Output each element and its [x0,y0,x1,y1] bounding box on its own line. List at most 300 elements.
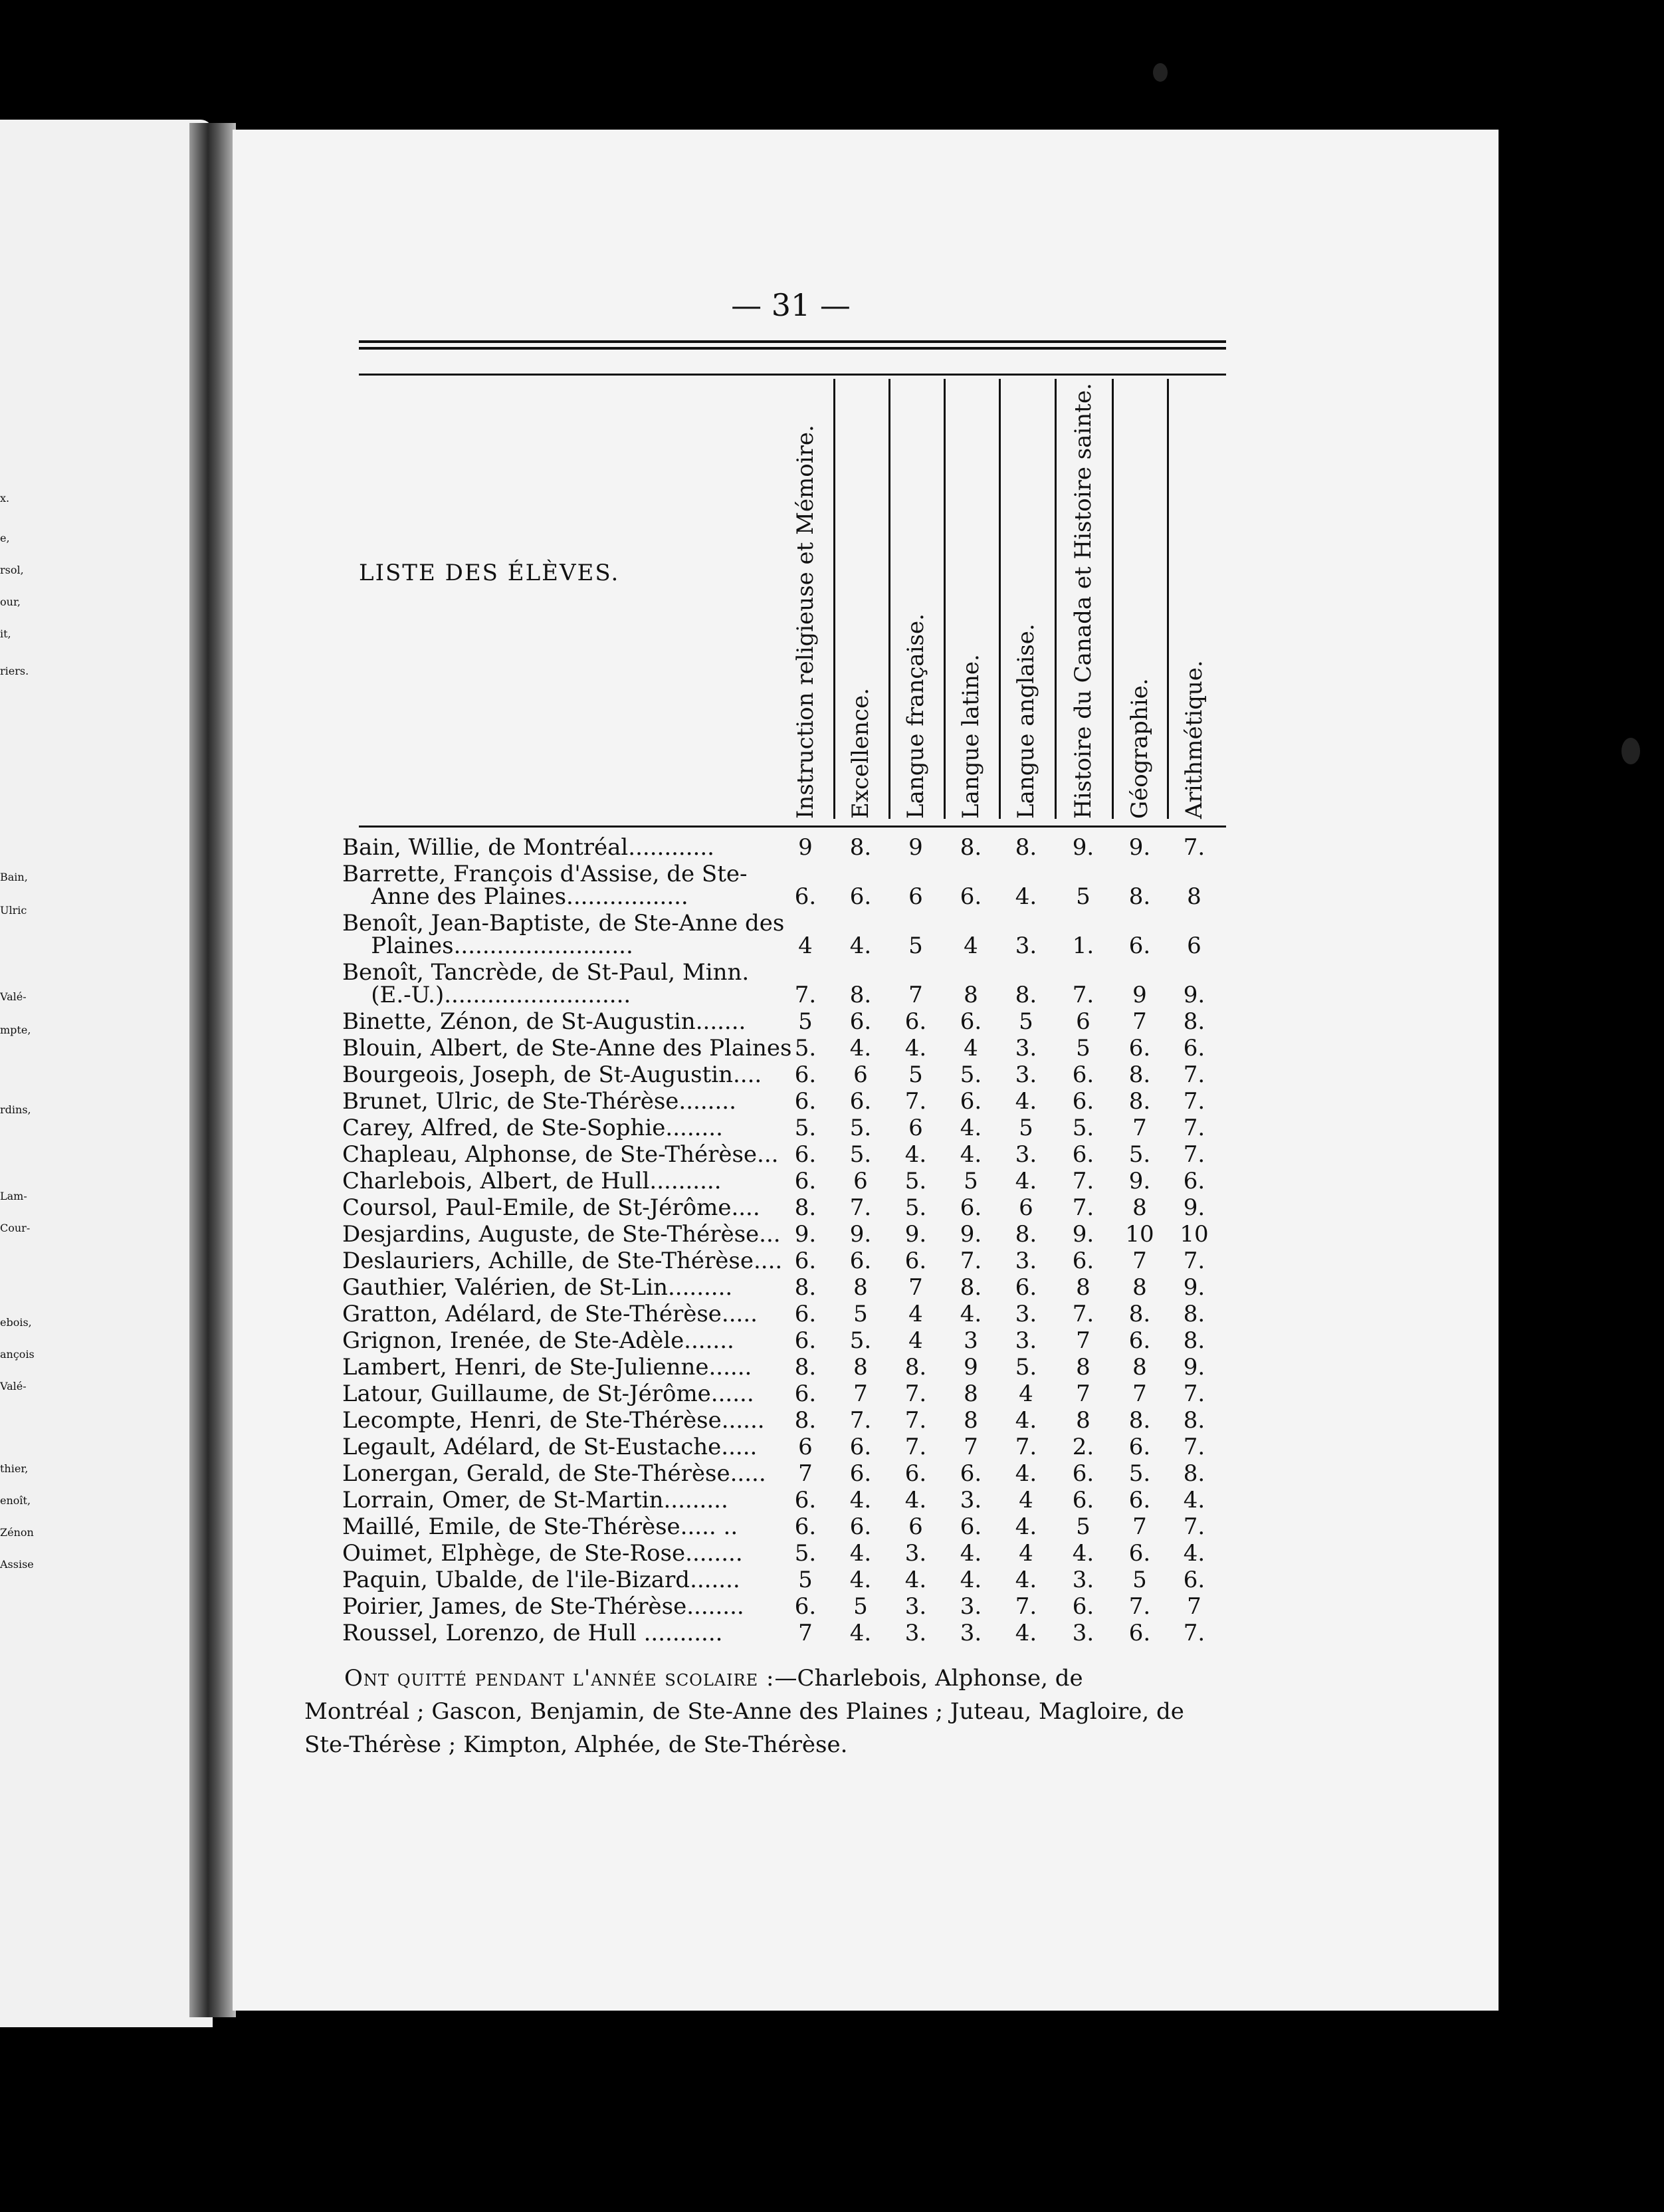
grade-cell: 4. [960,1301,982,1327]
grade-cell: 6 [908,1115,923,1141]
grade-cell: 4. [1015,1620,1037,1646]
table-header-bottom-rule [359,826,1226,828]
student-name: Gauthier, Valérien, de St-Lin......... [342,1274,733,1301]
grade-cell: 5 [1019,1008,1033,1035]
grade-cell: 4. [1015,1513,1037,1540]
grade-cell: 4 [1019,1381,1033,1407]
grade-cell: 9. [794,1221,817,1248]
grade-cell: 3. [1015,933,1037,959]
grade-cell: 5. [904,1168,927,1194]
grade-cell: 6. [960,1194,982,1221]
footnote-lead: Ont quitté pendant l'année scolaire : [344,1665,775,1692]
grade-cell: 3. [960,1487,982,1513]
left-page-fragment: thier, [0,1462,29,1475]
grade-cell: 4. [849,1487,872,1513]
grade-cell: 4 [798,933,813,959]
grade-cell: 6. [960,1088,982,1115]
grade-cell: 6. [1128,1434,1151,1460]
student-name: Lonergan, Gerald, de Ste-Thérèse..... [342,1460,766,1487]
grade-cell: 8. [1183,1301,1205,1327]
grade-cell: 6. [794,1301,817,1327]
column-header: Langue anglaise. [1013,623,1039,819]
grade-cell: 3. [1015,1248,1037,1274]
grade-cell: 3. [1015,1035,1037,1061]
grade-cell: 4. [1072,1540,1094,1567]
grade-cell: 6. [794,1327,817,1354]
header-rule [359,374,1226,376]
grade-cell: 8 [853,1354,868,1381]
grade-cell: 7. [1183,834,1205,861]
left-page-fragment: Valé- [0,1380,27,1392]
grade-cell: 7. [1183,1061,1205,1088]
grade-cell: 7. [904,1088,927,1115]
column-separator [944,379,946,819]
grade-cell: 8 [1076,1354,1091,1381]
grade-cell: 8. [1128,1088,1151,1115]
left-page-fragment: it, [0,627,11,640]
grade-cell: 7. [960,1248,982,1274]
grade-cell: 6. [849,1434,872,1460]
dust-speck [1153,63,1168,82]
grade-cell: 7. [1072,1194,1094,1221]
grade-cell: 6. [1072,1248,1094,1274]
grade-cell: 9. [960,1221,982,1248]
grade-cell: 7 [798,1620,813,1646]
grade-cell: 6. [794,1593,817,1620]
student-name: Blouin, Albert, de Ste-Anne des Plaines [342,1035,792,1061]
left-page-fragment: Assise [0,1558,34,1571]
grade-cell: 6. [960,883,982,910]
grade-cell: 4 [908,1327,923,1354]
grade-cell: 8. [794,1354,817,1381]
student-name: Benoît, Jean-Baptiste, de Ste-Anne des Plaines......................... [342,910,785,959]
left-page-fragment: rdins, [0,1103,31,1116]
grade-cell: 7. [849,1407,872,1434]
grade-cell: 7 [853,1381,868,1407]
grade-cell: 6. [1015,1274,1037,1301]
grade-cell: 3 [964,1327,978,1354]
grade-cell: 5. [849,1327,872,1354]
grade-cell: 6. [1128,933,1151,959]
column-header: Excellence. [847,688,874,819]
grade-cell: 4. [904,1567,927,1593]
grade-cell: 8. [960,1274,982,1301]
grade-cell: 7 [1132,1513,1147,1540]
grade-cell: 6 [1019,1194,1033,1221]
grade-cell: 6. [1072,1061,1094,1088]
grade-cell: 5. [1128,1141,1151,1168]
grade-cell: 4 [1019,1540,1033,1567]
grade-cell: 1. [1072,933,1094,959]
grade-cell: 7. [904,1434,927,1460]
grade-cell: 8. [849,982,872,1008]
student-name: Brunet, Ulric, de Ste-Thérèse........ [342,1088,736,1115]
student-name: Legault, Adélard, de St-Eustache..... [342,1434,758,1460]
grade-cell: 6 [853,1168,868,1194]
grade-cell: 9. [1072,834,1094,861]
grade-cell: 3. [1015,1327,1037,1354]
dust-speck [1621,738,1640,764]
column-separator [888,379,890,819]
grade-cell: 8 [1076,1407,1091,1434]
footnote-text: —Charlebois, Alphonse, de Montréal ; Gascon, Benjamin, de Ste-Anne des Plaines ; Juteau, Magloire, de Ste-Thérèse ; Kimpton, Alphée, de Ste-Thérèse. [304,1665,1184,1758]
student-name: Chapleau, Alphonse, de Ste-Thérèse... [342,1141,779,1168]
grade-cell: 4. [960,1567,982,1593]
grade-cell: 5. [849,1115,872,1141]
grade-cell: 6. [849,1008,872,1035]
grade-cell: 4 [908,1301,923,1327]
grade-cell: 6 [1076,1008,1091,1035]
student-name: Latour, Guillaume, de St-Jérôme...... [342,1381,754,1407]
grade-cell: 4. [904,1487,927,1513]
grade-cell: 6. [794,1513,817,1540]
grade-cell: 4. [1015,1088,1037,1115]
grade-cell: 7. [1183,1434,1205,1460]
grade-cell: 7. [1183,1141,1205,1168]
grade-cell: 8. [1015,982,1037,1008]
grade-cell: 6. [849,1088,872,1115]
grade-cell: 4. [1183,1540,1205,1567]
grade-cell: 8 [1132,1194,1147,1221]
grade-cell: 6. [1128,1540,1151,1567]
left-page-fragment: our, [0,596,21,608]
grade-cell: 5 [1076,1513,1091,1540]
grade-cell: 3. [1072,1567,1094,1593]
grade-cell: 4 [964,1035,978,1061]
grade-cell: 4. [849,933,872,959]
grade-cell: 6. [960,1513,982,1540]
left-page-fragment: ançois [0,1348,35,1361]
grade-cell: 6. [849,883,872,910]
student-name: Binette, Zénon, de St-Augustin....... [342,1008,746,1035]
grade-cell: 6. [1072,1460,1094,1487]
grade-cell: 6. [1072,1487,1094,1513]
student-name: Lorrain, Omer, de St-Martin......... [342,1487,728,1513]
grade-cell: 5. [1128,1460,1151,1487]
grade-cell: 6. [1072,1141,1094,1168]
left-page-fragment: Cour- [0,1222,31,1234]
column-header: Langue française. [902,613,929,819]
grade-cell: 9. [1072,1221,1094,1248]
grade-cell: 8. [1015,834,1037,861]
column-separator [1055,379,1057,819]
student-name: Coursol, Paul-Emile, de St-Jérôme.... [342,1194,760,1221]
left-page-fragment: x. [0,492,10,504]
grade-cell: 7. [1128,1593,1151,1620]
grade-cell: 8. [794,1194,817,1221]
grade-cell: 7 [908,982,923,1008]
grade-cell: 6. [794,1168,817,1194]
grade-cell: 9. [1128,1168,1151,1194]
grade-cell: 8. [794,1407,817,1434]
grade-cell: 4. [849,1620,872,1646]
grade-cell: 4 [964,933,978,959]
grade-cell: 8. [904,1354,927,1381]
student-name: Poirier, James, de Ste-Thérèse........ [342,1593,744,1620]
grade-cell: 7. [1072,982,1094,1008]
grade-cell: 3. [1072,1620,1094,1646]
grade-cell: 6. [849,1460,872,1487]
column-header: Géographie. [1126,678,1153,819]
table-title: LISTE DES ÉLÈVES. [359,560,620,586]
grade-cell: 4. [849,1540,872,1567]
grade-cell: 7 [1132,1248,1147,1274]
left-page-fragment: Bain, [0,871,28,883]
grade-cell: 9. [904,1221,927,1248]
grade-cell: 7 [1187,1593,1201,1620]
grade-cell: 6. [1183,1168,1205,1194]
grade-cell: 5 [853,1301,868,1327]
left-page-fragment: mpte, [0,1024,31,1036]
student-name: Carey, Alfred, de Ste-Sophie........ [342,1115,723,1141]
grade-cell: 7. [1015,1434,1037,1460]
grade-cell: 7 [798,1460,813,1487]
grade-cell: 7. [904,1381,927,1407]
grade-cell: 9 [908,834,923,861]
student-name: Desjardins, Auguste, de Ste-Thérèse... [342,1221,781,1248]
grade-cell: 10 [1180,1221,1209,1248]
grade-cell: 8. [1128,1407,1151,1434]
grade-cell: 6. [904,1248,927,1274]
grade-cell: 8 [964,982,978,1008]
grade-cell: 7 [1132,1115,1147,1141]
grade-cell: 9. [1183,1354,1205,1381]
grade-cell: 8. [794,1274,817,1301]
grade-cell: 7. [849,1194,872,1221]
grade-cell: 8 [853,1274,868,1301]
grade-cell: 7. [1183,1620,1205,1646]
grade-cell: 8. [960,834,982,861]
student-name: Bourgeois, Joseph, de St-Augustin.... [342,1061,762,1088]
grade-cell: 8 [1076,1274,1091,1301]
column-separator [833,379,835,819]
grade-cell: 5 [1019,1115,1033,1141]
grade-cell: 3. [1015,1141,1037,1168]
grade-cell: 5 [1076,1035,1091,1061]
column-separator [1167,379,1169,819]
grade-cell: 6. [794,1141,817,1168]
grade-cell: 3. [904,1593,927,1620]
grade-cell: 6. [794,1381,817,1407]
grade-cell: 9. [1183,1194,1205,1221]
column-separator [999,379,1001,819]
student-name: Charlebois, Albert, de Hull.......... [342,1168,722,1194]
student-name: Deslauriers, Achille, de Ste-Thérèse.... [342,1248,783,1274]
grade-cell: 6. [1183,1035,1205,1061]
grade-cell: 5 [964,1168,978,1194]
left-page-fragment: Lam- [0,1190,27,1202]
grade-cell: 4. [1015,1168,1037,1194]
grade-cell: 4. [849,1567,872,1593]
grade-cell: 4. [1015,1460,1037,1487]
grade-cell: 3. [960,1620,982,1646]
grade-cell: 7. [794,982,817,1008]
grade-cell: 4 [1019,1487,1033,1513]
grade-cell: 6. [849,1248,872,1274]
left-page-fragment: Ulric [0,904,27,917]
student-name: Roussel, Lorenzo, de Hull ........... [342,1620,723,1646]
header-rule [359,347,1226,350]
grade-cell: 4. [849,1035,872,1061]
student-name: Gratton, Adélard, de Ste-Thérèse..... [342,1301,758,1327]
left-page-fragment: Zénon [0,1526,34,1539]
grade-cell: 6. [1128,1487,1151,1513]
grade-cell: 3. [904,1540,927,1567]
student-name: Grignon, Irenée, de Ste-Adèle....... [342,1327,734,1354]
grade-cell: 7 [1076,1327,1091,1354]
grade-cell: 4. [1183,1487,1205,1513]
grade-cell: 9. [1183,982,1205,1008]
grade-cell: 6 [908,883,923,910]
grade-cell: 8. [849,834,872,861]
grade-cell: 6. [1128,1327,1151,1354]
grade-cell: 5. [794,1035,817,1061]
grade-cell: 4. [960,1115,982,1141]
grade-cell: 4. [904,1141,927,1168]
grade-cell: 6. [1128,1035,1151,1061]
grade-cell: 6 [908,1513,923,1540]
grade-cell: 7 [1132,1381,1147,1407]
grade-cell: 7. [1183,1381,1205,1407]
grade-cell: 6. [849,1513,872,1540]
grade-cell: 5. [960,1061,982,1088]
column-header: Instruction religieuse et Mémoire. [792,425,819,819]
grade-cell: 3. [960,1593,982,1620]
grade-cell: 5. [849,1141,872,1168]
grade-cell: 4. [960,1141,982,1168]
grade-cell: 8. [1128,1301,1151,1327]
grade-cell: 5. [1072,1115,1094,1141]
grade-cell: 8 [1132,1354,1147,1381]
grade-cell: 3. [1015,1301,1037,1327]
header-rule [359,340,1226,343]
grade-cell: 6. [1183,1567,1205,1593]
grade-cell: 6. [794,1248,817,1274]
grade-cell: 7 [964,1434,978,1460]
grade-cell: 6. [960,1008,982,1035]
grade-cell: 6. [794,1487,817,1513]
grade-cell: 4. [1015,1567,1037,1593]
left-page-fragment: riers. [0,665,29,677]
grade-cell: 7. [904,1407,927,1434]
left-page-fragment: enoît, [0,1494,31,1507]
grade-cell: 8. [1183,1327,1205,1354]
grade-cell: 4. [1015,883,1037,910]
left-page-fragment: Valé- [0,990,27,1003]
left-page-fragment: e, [0,532,10,544]
grade-cell: 4. [1015,1407,1037,1434]
grade-cell: 5 [798,1567,813,1593]
grade-cell: 6 [798,1434,813,1460]
grade-cell: 6. [794,1061,817,1088]
grade-cell: 8. [1015,1221,1037,1248]
grade-cell: 5. [794,1540,817,1567]
grade-cell: 8 [964,1381,978,1407]
grade-cell: 6. [794,1088,817,1115]
left-page [0,120,213,2027]
grade-cell: 3. [1015,1061,1037,1088]
grade-cell: 6. [1072,1593,1094,1620]
grade-cell: 6. [960,1460,982,1487]
grade-cell: 7. [1183,1115,1205,1141]
grade-cell: 6 [1187,933,1201,959]
grade-cell: 8. [1128,883,1151,910]
grade-cell: 8 [1187,883,1201,910]
grade-cell: 9. [1183,1274,1205,1301]
column-header: Histoire du Canada et Histoire sainte. [1070,383,1096,819]
grade-cell: 5. [904,1194,927,1221]
left-page-fragment: ebois, [0,1316,32,1329]
grade-cell: 2. [1072,1434,1094,1460]
grade-cell: 5 [1076,883,1091,910]
grade-cell: 6. [904,1460,927,1487]
grade-cell: 7 [1076,1381,1091,1407]
book-binding [189,123,236,2017]
grade-cell: 5. [1015,1354,1037,1381]
grade-cell: 7. [1183,1088,1205,1115]
student-name: Maillé, Emile, de Ste-Thérèse..... .. [342,1513,738,1540]
page-number: — 31 — [731,287,851,323]
grade-cell: 5 [908,933,923,959]
grade-cell: 7 [908,1274,923,1301]
student-name: Barrette, François d'Assise, de Ste- Anne des Plaines................. [342,861,748,910]
grade-cell: 5 [798,1008,813,1035]
grade-cell: 9 [964,1354,978,1381]
grade-cell: 5. [794,1115,817,1141]
grade-cell: 4. [960,1540,982,1567]
grade-cell: 8. [1183,1460,1205,1487]
column-header: Langue latine. [958,654,984,819]
student-name: Lecompte, Henri, de Ste-Thérèse...... [342,1407,765,1434]
left-page-fragment: rsol, [0,564,24,576]
grade-cell: 8 [1132,1274,1147,1301]
grade-cell: 5 [1132,1567,1147,1593]
column-separator [1112,379,1114,819]
grade-cell: 7. [1072,1168,1094,1194]
grade-cell: 7. [1072,1301,1094,1327]
grade-cell: 10 [1125,1221,1154,1248]
grade-cell: 6 [853,1061,868,1088]
grade-cell: 9 [1132,982,1147,1008]
footnote [304,1662,1188,1761]
grade-cell: 5 [908,1061,923,1088]
student-name: Bain, Willie, de Montréal............ [342,834,714,861]
grade-cell: 8 [964,1407,978,1434]
student-name: Paquin, Ubalde, de l'ile-Bizard....... [342,1567,740,1593]
grade-cell: 7. [1183,1513,1205,1540]
grade-cell: 9. [1128,834,1151,861]
grade-cell: 9 [798,834,813,861]
grade-cell: 6. [794,883,817,910]
student-name: Lambert, Henri, de Ste-Julienne...... [342,1354,752,1381]
grade-cell: 9. [849,1221,872,1248]
student-name: Benoît, Tancrède, de St-Paul, Minn. (E.-U.).......................... [342,959,750,1008]
grade-cell: 6. [1128,1620,1151,1646]
grade-cell: 7. [1015,1593,1037,1620]
grade-cell: 8. [1128,1061,1151,1088]
grade-cell: 4. [904,1035,927,1061]
grade-cell: 7 [1132,1008,1147,1035]
grade-cell: 7. [1183,1248,1205,1274]
grade-cell: 5 [853,1593,868,1620]
grade-cell: 6. [1072,1088,1094,1115]
column-header: Arithmétique. [1181,660,1207,819]
grade-cell: 6. [904,1008,927,1035]
student-name: Ouimet, Elphège, de Ste-Rose........ [342,1540,743,1567]
grade-cell: 3. [904,1620,927,1646]
grade-cell: 8. [1183,1407,1205,1434]
grade-cell: 8. [1183,1008,1205,1035]
